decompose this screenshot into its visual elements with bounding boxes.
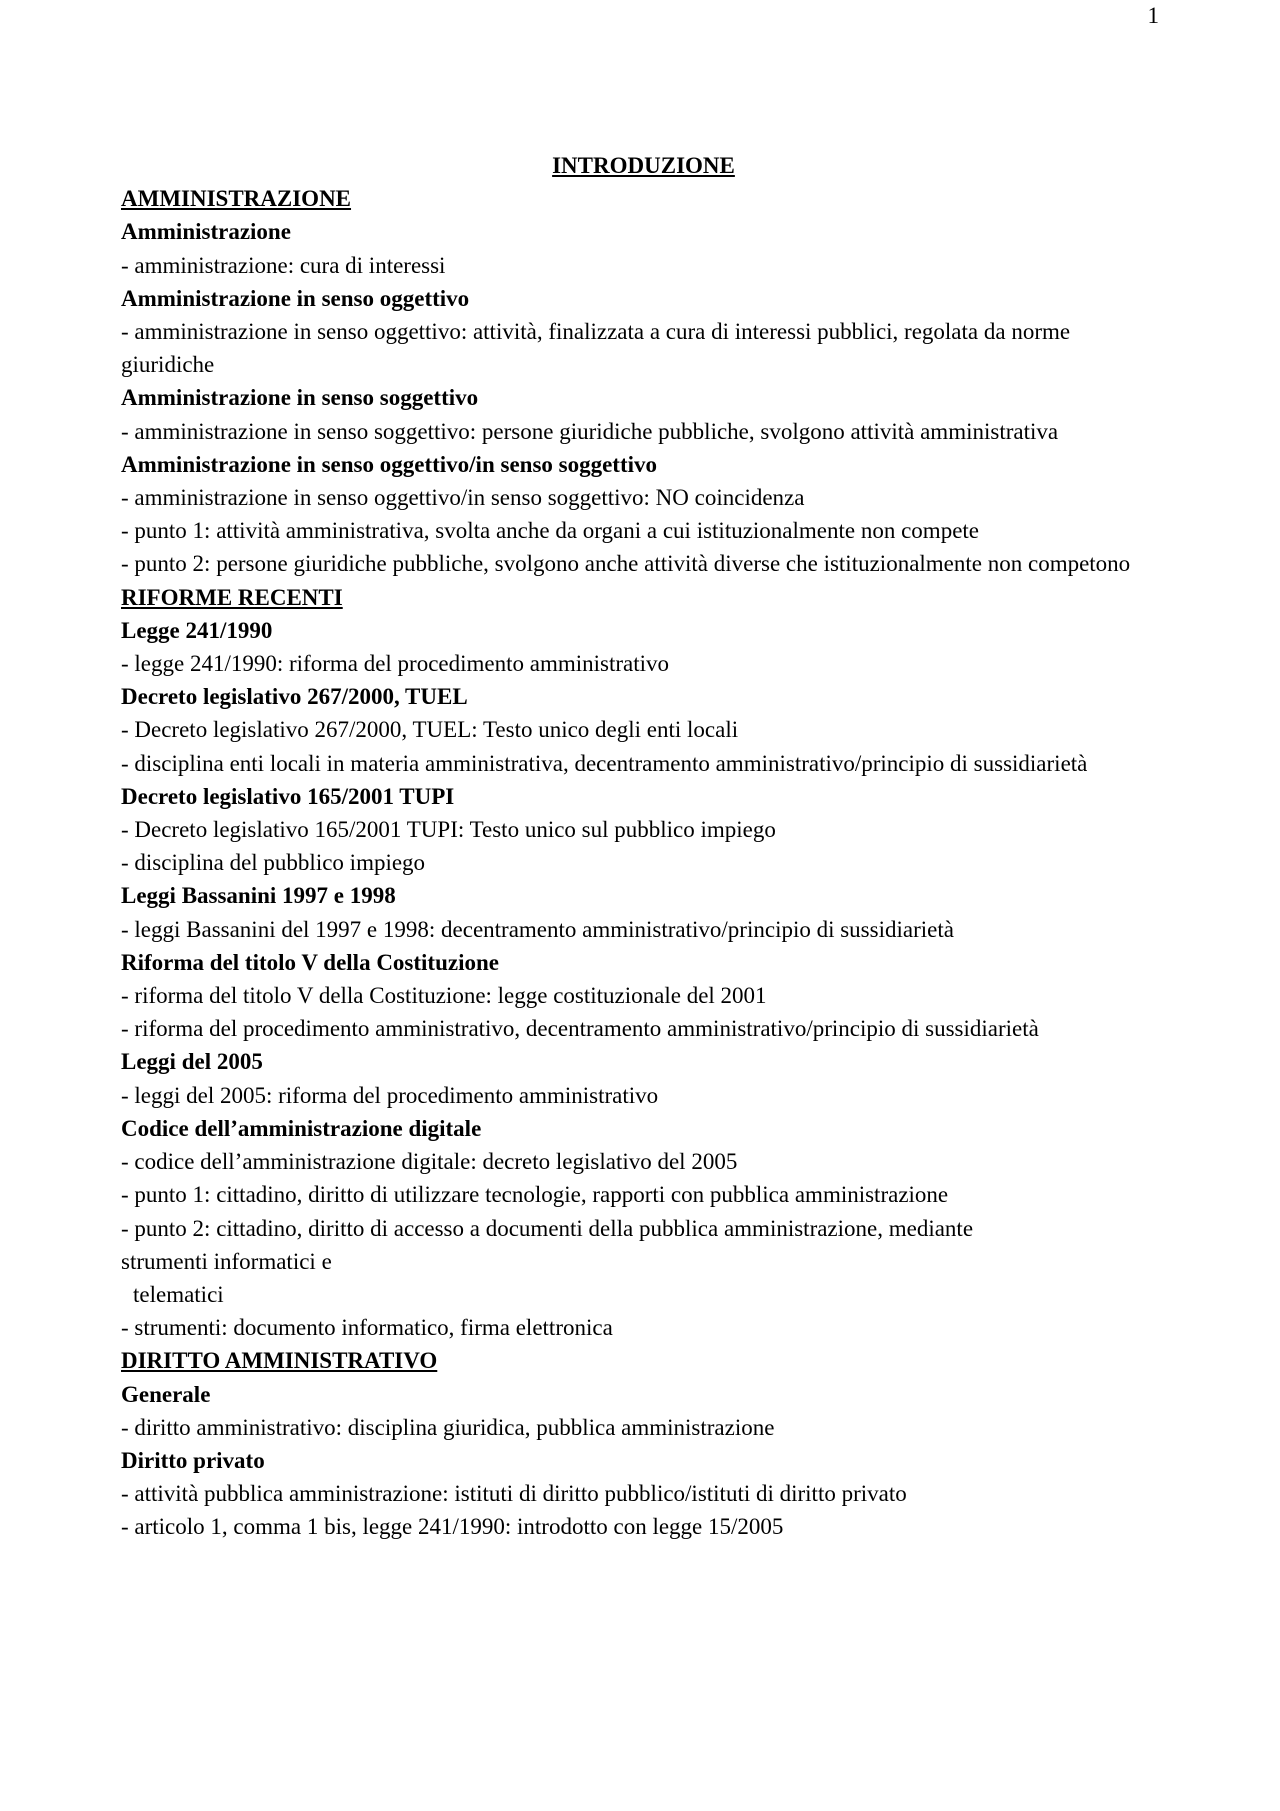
page-number: 1 [1147,3,1159,28]
subsection-heading: Diritto privato [121,1447,265,1473]
text-line: - punto 2: persone giuridiche pubbliche, svolgono anche attività diverse che istituzionalmente non competono [121,551,1131,577]
subsection-heading: Decreto legislativo 165/2001 TUPI [121,783,455,809]
subsection-heading: Leggi del 2005 [121,1049,263,1075]
subsection-heading: Generale [121,1381,211,1407]
text-line: - punto 2: cittadino, diritto di accesso a documenti della pubblica amministrazione, mediante [121,1215,974,1241]
text-line: - amministrazione in senso soggettivo: persone giuridiche pubbliche, svolgono attività amministrativa [121,418,1059,444]
text-line: - punto 1: attività amministrativa, svolta anche da organi a cui istituzionalmente non compete [121,518,980,544]
text-line: - Decreto legislativo 165/2001 TUPI: Testo unico sul pubblico impiego [121,817,776,843]
subsection-heading: Decreto legislativo 267/2000, TUEL [121,684,468,710]
section-heading: DIRITTO AMMINISTRATIVO [121,1348,438,1374]
document-body [121,149,1166,1544]
subsection-heading: Amministrazione in senso oggettivo/in senso soggettivo [121,451,658,477]
text-line: - riforma del titolo V della Costituzione: legge costituzionale del 2001 [121,983,767,1009]
text-line: strumenti informatici e [121,1248,332,1274]
text-line: telematici [133,1281,224,1307]
subsection-heading: Riforma del titolo V della Costituzione [121,949,499,975]
section-heading: RIFORME RECENTI [121,584,343,610]
document-title: INTRODUZIONE [552,153,735,178]
section-heading: AMMINISTRAZIONE [121,186,352,212]
subsection-heading: Codice dell’amministrazione digitale [121,1115,482,1141]
text-line: - attività pubblica amministrazione: istituti di diritto pubblico/istituti di diritto privato [121,1481,907,1507]
subsection-heading: Amministrazione in senso oggettivo [121,285,470,311]
text-line: - disciplina enti locali in materia amministrativa, decentramento amministrativo/principio di sussidiarietà [121,750,1088,776]
subsection-heading: Leggi Bassanini 1997 e 1998 [121,883,396,909]
document-content [121,182,1166,1543]
text-line: - legge 241/1990: riforma del procedimento amministrativo [121,651,670,677]
text-line: - disciplina del pubblico impiego [121,850,426,876]
text-line: - articolo 1, comma 1 bis, legge 241/1990: introdotto con legge 15/2005 [121,1514,784,1540]
text-line: - codice dell’amministrazione digitale: decreto legislativo del 2005 [121,1149,738,1175]
text-line: - strumenti: documento informatico, firma elettronica [121,1315,613,1341]
text-line: - diritto amministrativo: disciplina giuridica, pubblica amministrazione [121,1414,775,1440]
text-line: - riforma del procedimento amministrativo, decentramento amministrativo/principio di sussidiarietà [121,1016,1039,1042]
text-line: - Decreto legislativo 267/2000, TUEL: Testo unico degli enti locali [121,717,739,743]
subsection-heading: Legge 241/1990 [121,617,273,643]
text-line: - punto 1: cittadino, diritto di utilizzare tecnologie, rapporti con pubblica amministrazione [121,1182,949,1208]
text-line: - leggi Bassanini del 1997 e 1998: decentramento amministrativo/principio di sussidiarietà [121,916,954,942]
text-line: - leggi del 2005: riforma del procedimento amministrativo [121,1082,659,1108]
subsection-heading: Amministrazione in senso soggettivo [121,385,479,411]
text-line: - amministrazione: cura di interessi [121,252,446,278]
subsection-heading: Amministrazione [121,219,291,245]
text-line: - amministrazione in senso oggettivo/in senso soggettivo: NO coincidenza [121,485,805,511]
text-line: - amministrazione in senso oggettivo: attività, finalizzata a cura di interessi pubblici, regolata da norme giuridiche [121,319,1071,378]
